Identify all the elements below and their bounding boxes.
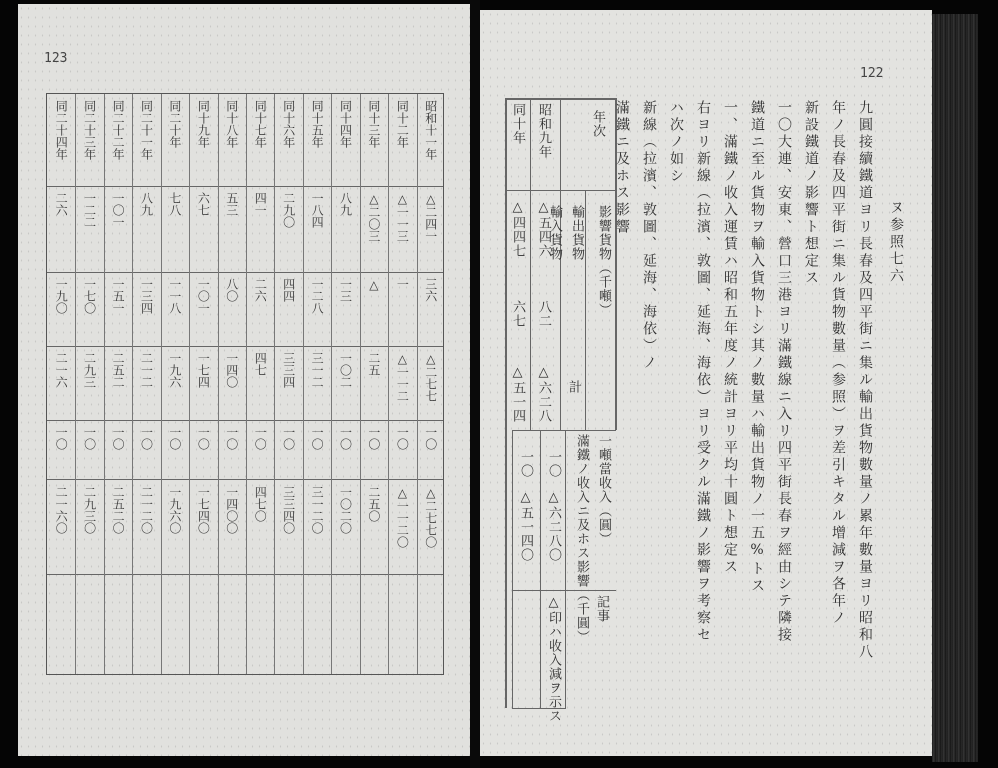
row2-rate: 一〇	[518, 450, 533, 478]
row1-rate: 一〇	[546, 450, 561, 478]
right-page-number: 122	[860, 66, 884, 81]
year-cell: 同二十二年	[111, 100, 126, 160]
value-cell: 二一二〇	[139, 486, 154, 534]
table-rule	[47, 186, 443, 187]
year-cell: 同十六年	[281, 100, 296, 148]
value-cell: 一七〇	[82, 278, 97, 314]
value-cell: 二五二〇	[111, 486, 126, 534]
value-cell: △二〇三	[366, 192, 381, 242]
row2-year: 同十年	[510, 103, 525, 145]
value-cell: △	[366, 278, 381, 292]
text-column: 新線（拉濱、敦圖、延海、海依）ノ	[641, 100, 657, 372]
year-cell: 同二十四年	[54, 100, 69, 160]
value-cell: 一〇	[196, 426, 211, 450]
value-cell: 四一	[253, 192, 268, 216]
row1-export: △五四六	[536, 200, 551, 258]
value-cell: 一八四	[310, 192, 325, 228]
value-cell: 二五	[366, 352, 381, 376]
header-note: 記事	[594, 595, 609, 623]
table-column-rule	[161, 94, 162, 674]
value-cell: △一一二〇	[395, 486, 410, 548]
year-cell: 同十九年	[196, 100, 211, 148]
value-cell: 二九〇	[281, 192, 296, 228]
year-cell: 昭和十一年	[423, 100, 438, 160]
value-cell: 一七四〇	[196, 486, 211, 534]
value-cell: 一〇	[111, 426, 126, 450]
row1-total: △六二八	[536, 365, 551, 423]
value-cell: 一九六〇	[167, 486, 182, 534]
value-cell: 一〇	[281, 426, 296, 450]
text-column: 新設鐵道ノ影響ト想定ス	[803, 100, 819, 287]
value-cell: 二九三〇	[82, 486, 97, 534]
row2-impact: △五一四〇	[518, 490, 533, 562]
value-cell: △二四一	[423, 192, 438, 242]
text-column: 滿鐵ニ及ホス影響	[614, 100, 630, 236]
table-column-rule	[104, 94, 105, 674]
left-page-number: 123	[44, 51, 68, 66]
value-cell: 一〇一	[111, 192, 126, 228]
value-cell: 一九六	[167, 352, 182, 388]
value-cell: 四七〇	[253, 486, 268, 522]
value-cell: 二一六〇	[54, 486, 69, 534]
text-column: ハ次ノ如シ	[668, 100, 684, 185]
value-cell: 一〇一	[196, 278, 211, 314]
value-cell: 三三四〇	[281, 486, 296, 534]
table-column-rule	[360, 94, 361, 674]
value-cell: 一九〇	[54, 278, 69, 314]
year-cell: 同十三年	[366, 100, 381, 148]
value-cell: 三三四	[281, 352, 296, 388]
value-cell: △一一二	[395, 352, 410, 402]
row1-impact: △六二八〇	[546, 490, 561, 562]
year-cell: 同二十三年	[82, 100, 97, 160]
table-column-rule	[388, 94, 389, 674]
value-cell: 一〇	[54, 426, 69, 450]
value-cell: 一三四	[139, 278, 154, 314]
year-cell: 同十八年	[224, 100, 239, 148]
value-cell: 二六	[253, 278, 268, 302]
year-cell: 同二十一年	[139, 100, 154, 160]
value-cell: 二六	[54, 192, 69, 216]
value-cell: 五三	[224, 192, 239, 216]
value-cell: 二一二	[139, 352, 154, 388]
row1-import: 八二	[536, 300, 551, 328]
value-cell: 一〇	[366, 426, 381, 450]
row2-export: △四四七	[510, 200, 525, 258]
value-cell: 一〇二〇	[338, 486, 353, 534]
value-cell: △二七七	[423, 352, 438, 402]
value-cell: 一〇	[224, 426, 239, 450]
value-cell: 八九	[338, 192, 353, 216]
value-cell: 一	[395, 278, 410, 290]
text-column: 年ノ長春及四平街ニ集ル貨物數量（参照）ヲ差引キタル增減ヲ各年ノ	[830, 100, 846, 627]
year-cell: 同十五年	[310, 100, 325, 148]
value-cell: 八〇	[224, 278, 239, 302]
value-cell: 一四〇	[224, 352, 239, 388]
value-cell: 一一八	[167, 278, 182, 314]
value-cell: 一〇	[82, 426, 97, 450]
header-impact: 滿鐵ノ收入ニ及ホス影響（千圓）	[574, 434, 589, 644]
page-edges	[932, 14, 978, 762]
text-column: 右ヨリ新線（拉濱、敦圖、延海、海依）ヨリ受クル滿鐵ノ影響ヲ考察セ	[695, 100, 711, 644]
value-cell: 一〇	[395, 426, 410, 450]
table-column-rule	[75, 94, 76, 674]
text-column: 一〇大連、安東、營口三港ヨリ滿鐵線ニ入リ四平街長春ヲ經由シテ隣接	[776, 100, 792, 644]
value-cell: 三一二	[310, 352, 325, 388]
left-data-table	[46, 93, 444, 675]
table-column-rule	[246, 94, 247, 674]
header-year: 年次	[590, 110, 605, 138]
value-cell: 一三	[338, 278, 353, 302]
year-cell: 同十四年	[338, 100, 353, 148]
table-rule	[47, 420, 443, 421]
note-text: △印ハ收入減ヲ示ス	[546, 595, 561, 723]
row1-year: 昭和九年	[536, 103, 551, 159]
value-cell: 一〇	[139, 426, 154, 450]
text-column: 九圓接續鐵道ヨリ長春及四平街ニ集ル輸出貨物數量ノ累年數量ヨリ昭和八	[857, 100, 873, 661]
value-cell: 一〇	[338, 426, 353, 450]
value-cell: 八九	[139, 192, 154, 216]
table-column-rule	[303, 94, 304, 674]
value-cell: 三六	[423, 278, 438, 302]
header-export: 輸出貨物	[569, 205, 584, 261]
row2-import: 六七	[510, 300, 525, 328]
header-income: 一噸當收入（圓）	[596, 434, 611, 546]
row2-total: △五一四	[510, 365, 525, 423]
table-column-rule	[218, 94, 219, 674]
table-column-rule	[132, 94, 133, 674]
table-rule	[47, 272, 443, 273]
value-cell: 二一六	[54, 352, 69, 388]
table-column-rule	[189, 94, 190, 674]
value-cell: 二五〇	[366, 486, 381, 522]
year-cell: 同十二年	[395, 100, 410, 148]
value-cell: 一五一	[111, 278, 126, 314]
value-cell: 一〇	[310, 426, 325, 450]
value-cell: 二九三	[82, 352, 97, 388]
value-cell: 一〇二	[338, 352, 353, 388]
table-rule	[47, 574, 443, 575]
value-cell: 三一二〇	[310, 486, 325, 534]
value-cell: △二七七〇	[423, 486, 438, 548]
value-cell: △一一三	[395, 192, 410, 242]
value-cell: 七八	[167, 192, 182, 216]
value-cell: 一〇	[423, 426, 438, 450]
text-column: 一、滿鐵ノ收入運賃ハ昭和五年度ノ統計ヨリ平均十圓ト想定ス	[722, 100, 738, 576]
header-import: 輸入貨物	[547, 205, 562, 261]
value-cell: 一四〇〇	[224, 486, 239, 534]
value-cell: 一七四	[196, 352, 211, 388]
value-cell: 六七	[196, 192, 211, 216]
value-cell: 一二二	[82, 192, 97, 228]
year-cell: 同十七年	[253, 100, 268, 148]
value-cell: 一二八	[310, 278, 325, 314]
value-cell: 四四	[281, 278, 296, 302]
table-column-rule	[417, 94, 418, 674]
value-cell: 一〇	[253, 426, 268, 450]
value-cell: 二五二	[111, 352, 126, 388]
text-column: 鐵道ニ至ル貨物ヲ輸入貨物トシ其ノ數量ハ輸出貨物ノ一五%トス	[749, 100, 765, 595]
book-gutter	[470, 0, 480, 768]
text-column: ヌ参照七六	[888, 200, 904, 285]
value-cell: 一〇	[167, 426, 182, 450]
table-column-rule	[274, 94, 275, 674]
table-column-rule	[331, 94, 332, 674]
header-goods: 影響貨物（千噸）	[596, 205, 611, 317]
table-rule	[47, 346, 443, 347]
year-cell: 同二十年	[167, 100, 182, 148]
value-cell: 四七	[253, 352, 268, 376]
header-total: 計	[566, 380, 581, 394]
table-rule	[47, 479, 443, 480]
